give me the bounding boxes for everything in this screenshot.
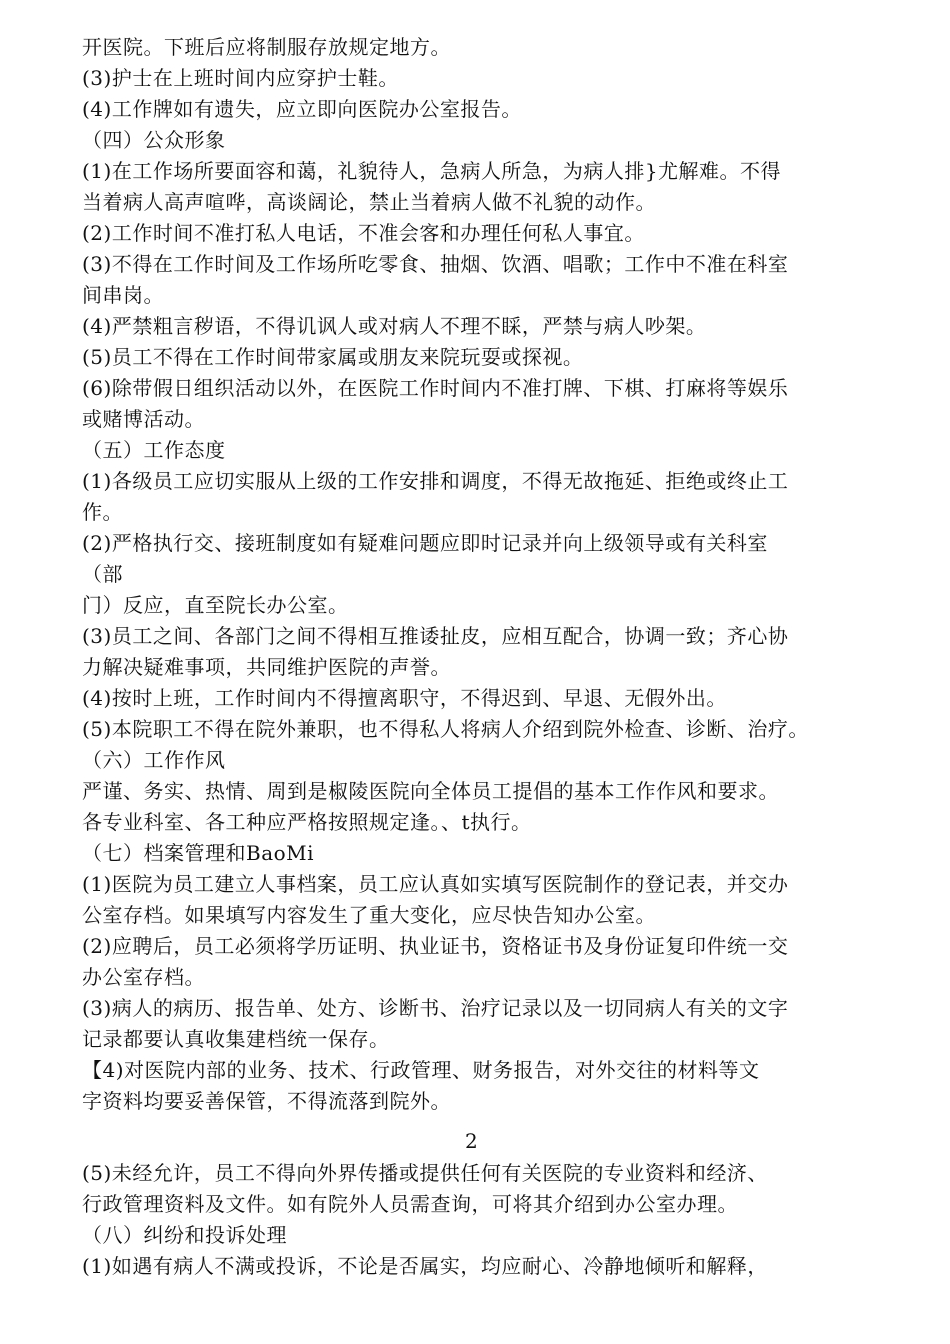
text-line: 【4)对医院内部的业务、技术、行政管理、财务报告，对外交往的材料等文 xyxy=(82,1058,760,1082)
text-line: (1)在工作场所要面容和蔼，礼貌待人，急病人所急，为病人排}尤解难。不得 xyxy=(82,159,782,183)
section-heading: （五）工作态度 xyxy=(82,438,226,462)
text-line: (5)本院职工不得在院外兼职，也不得私人将病人介绍到院外检查、诊断、治疗。 xyxy=(82,717,809,741)
text-line: 各专业科室、各工种应严格按照规定逢。、t执行。 xyxy=(82,810,532,834)
text-line: 力解决疑难事项，共同维护医院的声誉。 xyxy=(82,655,451,679)
text-line: (6)除带假日组织活动以外，在医院工作时间内不准打牌、下棋、打麻将等娱乐 xyxy=(82,376,789,400)
text-line: 记录都要认真收集建档统一保存。 xyxy=(82,1027,390,1051)
text-line: 作。 xyxy=(82,500,123,524)
text-line: (1)医院为员工建立人事档案，员工应认真如实填写医院制作的登记表，并交办 xyxy=(82,872,789,896)
text-line: (2)工作时间不准打私人电话，不准会客和办理任何私人事宜。 xyxy=(82,221,645,245)
text-line: 公室存档。如果填写内容发生了重大变化，应尽快告知办公室。 xyxy=(82,903,656,927)
section-heading: （八）纠纷和投诉处理 xyxy=(82,1223,287,1247)
text-line: (1)各级员工应切实服从上级的工作安排和调度，不得无故拖延、拒绝或终止工 xyxy=(82,469,789,493)
text-line: (4)按时上班，工作时间内不得擅离职守，不得迟到、早退、无假外出。 xyxy=(82,686,727,710)
text-line: 行政管理资料及文件。如有院外人员需查询，可将其介绍到办公室办理。 xyxy=(82,1192,738,1216)
text-line: (2)应聘后，员工必须将学历证明、执业证书，资格证书及身份证复印件统一交 xyxy=(82,934,789,958)
text-line: 字资料均要妥善保管，不得流落到院外。 xyxy=(82,1089,451,1113)
text-line: (1)如遇有病人不满或投诉，不论是否属实，均应耐心、冷静地倾听和解释， xyxy=(82,1254,768,1278)
text-line: (3)病人的病历、报告单、处方、诊断书、治疗记录以及一切同病人有关的文字 xyxy=(82,996,789,1020)
text-line: (4)工作牌如有遗失，应立即向医院办公室报告。 xyxy=(82,97,522,121)
text-line: 当着病人高声喧哗，高谈阔论，禁止当着病人做不礼貌的动作。 xyxy=(82,190,656,214)
text-line: (3)不得在工作时间及工作场所吃零食、抽烟、饮酒、唱歌；工作中不准在科室 xyxy=(82,252,789,276)
section-heading: （七）档案管理和BaoMi xyxy=(82,841,315,865)
text-line: 间串岗。 xyxy=(82,283,164,307)
text-line: (5)未经允许，员工不得向外界传播或提供任何有关医院的专业资料和经济、 xyxy=(82,1161,768,1185)
section-heading: （六）工作作风 xyxy=(82,748,226,772)
text-line: 开医院。下班后应将制服存放规定地方。 xyxy=(82,35,451,59)
text-line: (5)员工不得在工作时间带家属或朋友来院玩耍或探视。 xyxy=(82,345,584,369)
text-line: (3)员工之间、各部门之间不得相互推诿扯皮，应相互配合，协调一致；齐心协 xyxy=(82,624,789,648)
text-line: (3)护士在上班时间内应穿护士鞋。 xyxy=(82,66,399,90)
page-number: 2 xyxy=(465,1129,478,1153)
text-line: 门）反应，直至院长办公室。 xyxy=(82,593,349,617)
text-line: 办公室存档。 xyxy=(82,965,205,989)
text-line: (2)严格执行交、接班制度如有疑难问题应即时记录并向上级领导或有关科室 xyxy=(82,531,768,555)
section-heading: （四）公众形象 xyxy=(82,128,226,152)
text-line: (4)严禁粗言秽语，不得讥讽人或对病人不理不睬，严禁与病人吵架。 xyxy=(82,314,707,338)
text-line: 或赌博活动。 xyxy=(82,407,205,431)
text-line: 严谨、务实、热情、周到是椒陵医院向全体员工提倡的基本工作作风和要求。 xyxy=(82,779,779,803)
text-line: （部 xyxy=(82,562,123,586)
